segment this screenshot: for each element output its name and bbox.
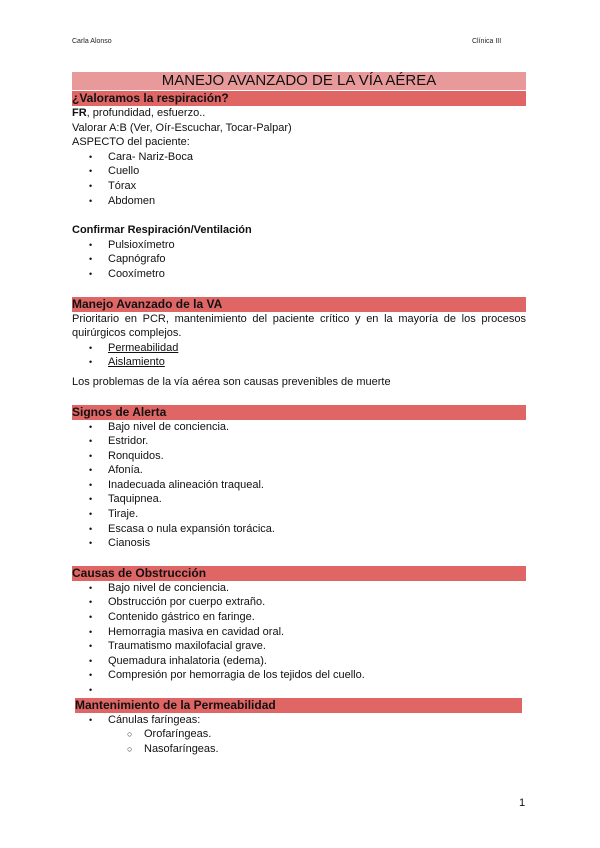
list-item [72, 341, 526, 356]
section-heading-manejo: Manejo Avanzado de la VA [72, 297, 526, 312]
list-item: • Obstrucción por cuerpo extraño. [72, 595, 526, 610]
header-subject: Clínica III [472, 38, 502, 45]
aislamiento-link[interactable]: Aislamiento [108, 356, 165, 369]
list-item: • Hemorragia masiva en cavidad oral. [72, 625, 526, 640]
list-item [72, 355, 526, 370]
canulas-sublist [72, 727, 526, 756]
aspecto-list [72, 150, 526, 208]
list-item: • Afonía. [72, 463, 526, 478]
list-item: • Bajo nivel de conciencia. [72, 420, 526, 435]
list-item: • Pulsioxímetro [72, 238, 526, 253]
list-item: • Compresión por hemorragia de los tejidos del cuello. [72, 668, 526, 683]
list-item: • Cuello [72, 164, 526, 179]
list-item: • Cianosis [72, 536, 526, 551]
list-item: • Tiraje. [72, 507, 526, 522]
section-heading-signos: Signos de Alerta [72, 405, 526, 420]
fr-line [72, 106, 526, 121]
section-heading-mantenimiento: Mantenimiento de la Permeabilidad [75, 698, 522, 713]
manejo-list [72, 341, 526, 370]
list-item: • Estridor. [72, 434, 526, 449]
sub-list-item: ○ Orofaríngeas. [72, 727, 526, 742]
sub-list-item: ○ Nasofaríngeas. [72, 742, 526, 757]
list-item: • Capnógrafo [72, 252, 526, 267]
fr-text: , profundidad, esfuerzo.. [86, 107, 206, 119]
section-heading-respiracion: ¿Valoramos la respiración? [72, 91, 526, 106]
confirm-list [72, 238, 526, 282]
confirm-heading: Confirmar Respiración/Ventilación [72, 224, 252, 237]
aspecto-line: ASPECTO del paciente: [72, 136, 190, 149]
page-title: MANEJO AVANZADO DE LA VÍA AÉREA [72, 72, 526, 90]
list-item: • Tórax [72, 179, 526, 194]
list-item [72, 683, 526, 698]
list-item: • Cara- Nariz-Boca [72, 150, 526, 165]
section-heading-causas: Causas de Obstrucción [72, 566, 526, 581]
mantenimiento-list [72, 713, 526, 728]
header-author: Carla Alonso [72, 38, 112, 45]
manejo-paragraph: Prioritario en PCR, mantenimiento del paciente crítico y en la mayoría de los procesos quirúrgicos complejos. [72, 312, 526, 340]
list-item: • Cooxímetro [72, 267, 526, 282]
list-item: • Ronquidos. [72, 449, 526, 464]
list-item: • Escasa o nula expansión torácica. [72, 522, 526, 537]
signos-list [72, 420, 526, 551]
list-item: • Traumatismo maxilofacial grave. [72, 639, 526, 654]
fr-label: FR [72, 107, 87, 119]
list-item: • Bajo nivel de conciencia. [72, 581, 526, 596]
valorar-line: Valorar A:B (Ver, Oír-Escuchar, Tocar-Palpar) [72, 121, 292, 134]
document-body [72, 72, 526, 756]
list-item: • Inadecuada alineación traqueal. [72, 478, 526, 493]
page-number: 1 [519, 797, 526, 809]
list-item: • Abdomen [72, 194, 526, 209]
causas-list [72, 581, 526, 698]
list-item: • Contenido gástrico en faringe. [72, 610, 526, 625]
problemas-note: Los problemas de la vía aérea son causas prevenibles de muerte [72, 375, 391, 388]
list-item: • Taquipnea. [72, 492, 526, 507]
list-item: • Quemadura inhalatoria (edema). [72, 654, 526, 669]
permeabilidad-link[interactable]: Permeabilidad [108, 341, 179, 354]
list-item: • Cánulas faríngeas: [72, 713, 526, 728]
